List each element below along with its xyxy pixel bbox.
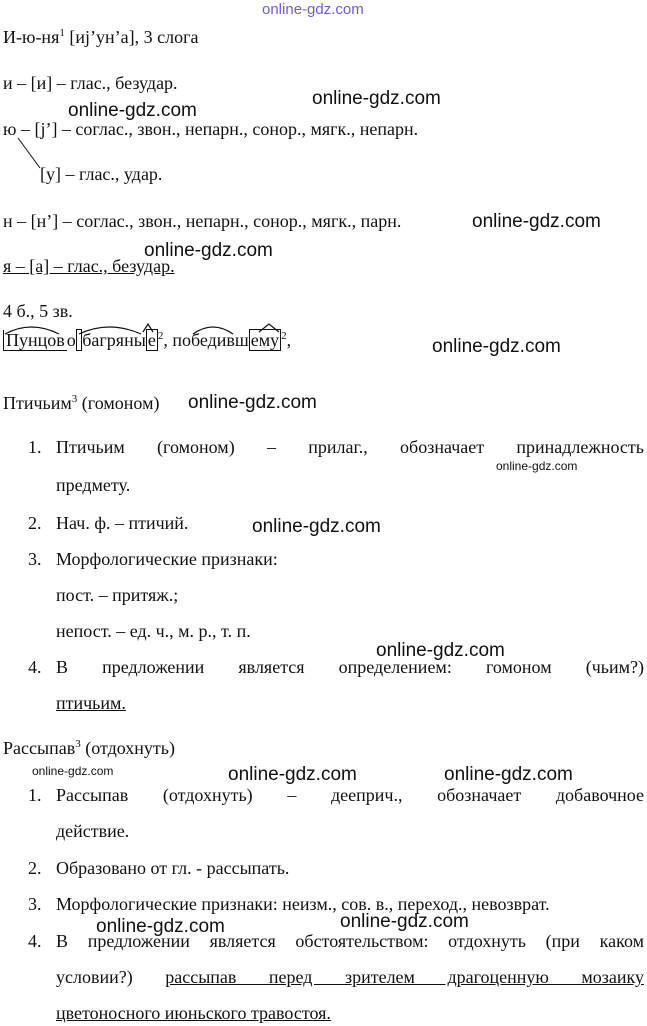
- watermark: online-gdz.com: [144, 240, 273, 261]
- section2-item4-number: 4.: [28, 931, 42, 951]
- morpheme-word2-sup: 2: [281, 330, 287, 342]
- section2-title-sup: 3: [75, 738, 81, 750]
- phonetic-line-yu-rest: – [j’] – соглас., звон., непарн., сонор., мягк., непарн.: [16, 119, 419, 139]
- morpheme-ending-2: ему: [250, 330, 280, 350]
- watermark: online-gdz.com: [432, 336, 561, 357]
- section2-item4-line3: [56, 1002, 644, 1024]
- morpheme-comma-2: ,: [286, 330, 292, 350]
- section2-item4-line2-b: рассыпав перед зрителем драгоценную мозаику: [165, 967, 644, 987]
- section2-title: [3, 737, 175, 759]
- morpheme-root-3: беди: [190, 330, 227, 350]
- phonetic-line-u: [у] – глас., удар.: [40, 164, 163, 184]
- morpheme-word1-sup: 2: [157, 330, 164, 342]
- section1-item3-number: 3.: [28, 549, 42, 569]
- section1-item1-number: 1.: [28, 437, 42, 457]
- section1-item3-line1: Морфологические признаки:: [56, 549, 278, 569]
- section2-item1-number: 1.: [28, 785, 42, 805]
- watermark-small: online-gdz.com: [496, 459, 578, 473]
- morphemic-analysis: [3, 330, 291, 351]
- watermark: online-gdz.com: [252, 516, 381, 537]
- phonetic-word: И-ю-ня: [3, 27, 60, 47]
- section1-item2-number: 2.: [28, 513, 42, 533]
- watermark-top: online-gdz.com: [262, 1, 364, 18]
- section2-item4-line2-a: условии?): [56, 967, 166, 987]
- phonetic-summary: 4 б., 5 зв.: [3, 301, 73, 321]
- section1-title: [3, 392, 159, 414]
- section1-title-rest: (гомоном): [77, 393, 160, 413]
- watermark: online-gdz.com: [376, 640, 505, 661]
- watermark-small: online-gdz.com: [32, 764, 114, 778]
- phonetic-line-ya-text: я – [а] – глас., безудар.: [3, 256, 175, 276]
- section1-item3-line3: непост. – ед. ч., м. р., т. п.: [56, 621, 251, 641]
- phonetic-heading: [3, 26, 198, 48]
- section1-item4-line2: [56, 692, 644, 714]
- morpheme-suffix-1: ы: [133, 330, 146, 350]
- watermark: online-gdz.com: [96, 916, 225, 937]
- phonetic-transcription: [иj’ун’а], 3 слога: [69, 27, 199, 47]
- phonetic-line-yu: [3, 118, 418, 140]
- section1-title-word: Птичьим: [3, 393, 72, 413]
- section2-item2-number: 2.: [28, 858, 42, 878]
- morpheme-comma-1: ,: [163, 330, 173, 350]
- watermark: online-gdz.com: [340, 911, 469, 932]
- watermark: online-gdz.com: [444, 764, 573, 785]
- section2-item1-line2: действие.: [56, 821, 130, 841]
- section2-item4-line1: В предложении является обстоятельством: отдохнуть (при каком: [56, 931, 644, 951]
- section2-item4-line2: [56, 966, 644, 988]
- morpheme-root-1: Пунцов: [3, 330, 67, 351]
- watermark: online-gdz.com: [472, 211, 601, 232]
- section1-item4-line1: В предложении является определением: гомоном (чьим?): [56, 657, 644, 677]
- section1-item2-line1: Нач. ф. – птичий.: [56, 513, 189, 533]
- section1-item4-line2-text: птичьим.: [56, 693, 126, 713]
- section1-item1-line1: Птичьим (гомоном) – прилаг., обозначает принадлежность: [56, 437, 644, 457]
- morpheme-link-vowel: о: [66, 330, 76, 350]
- section2-title-word: Рассыпав: [3, 738, 76, 758]
- phonetic-letter-yu: ю: [3, 119, 17, 139]
- watermark: online-gdz.com: [228, 764, 357, 785]
- section2-item3-line1: Морфологические признаки: неизм., сов. в., переход., невозврат.: [56, 894, 550, 914]
- phonetic-word-sup: 1: [59, 27, 65, 39]
- section2-item3-number: 3.: [28, 894, 42, 914]
- section1-title-sup: 3: [71, 393, 78, 405]
- morpheme-suffix-marks: [3, 320, 333, 334]
- section2-item1-line1: Рассыпав (отдохнуть) – дееприч., обозначает добавочное: [56, 785, 644, 805]
- morpheme-suffix-2: вш: [226, 330, 249, 350]
- morpheme-ending-1: е: [147, 330, 156, 350]
- morpheme-root-2: багрян: [82, 330, 134, 350]
- section1-item4-number: 4.: [28, 657, 42, 677]
- watermark: online-gdz.com: [312, 88, 441, 109]
- section2-item4-line3-text: цветоносного июньского травостоя.: [56, 1003, 331, 1023]
- section2-title-rest: (отдохнуть): [80, 738, 176, 758]
- section1-item1-line2: предмету.: [56, 475, 131, 495]
- section2-item2-line1: Образовано от гл. - рассыпать.: [56, 858, 290, 878]
- watermark: online-gdz.com: [68, 100, 197, 121]
- section1-item3-line2: пост. – притяж.;: [56, 585, 179, 605]
- watermark: online-gdz.com: [188, 392, 317, 413]
- morpheme-prefix-2: по: [172, 330, 191, 350]
- phonetic-line-i: и – [и] – глас., безудар.: [3, 73, 178, 93]
- phonetic-line-n: н – [н’] – соглас., звон., непарн., сонор., мягк., парн.: [3, 211, 402, 231]
